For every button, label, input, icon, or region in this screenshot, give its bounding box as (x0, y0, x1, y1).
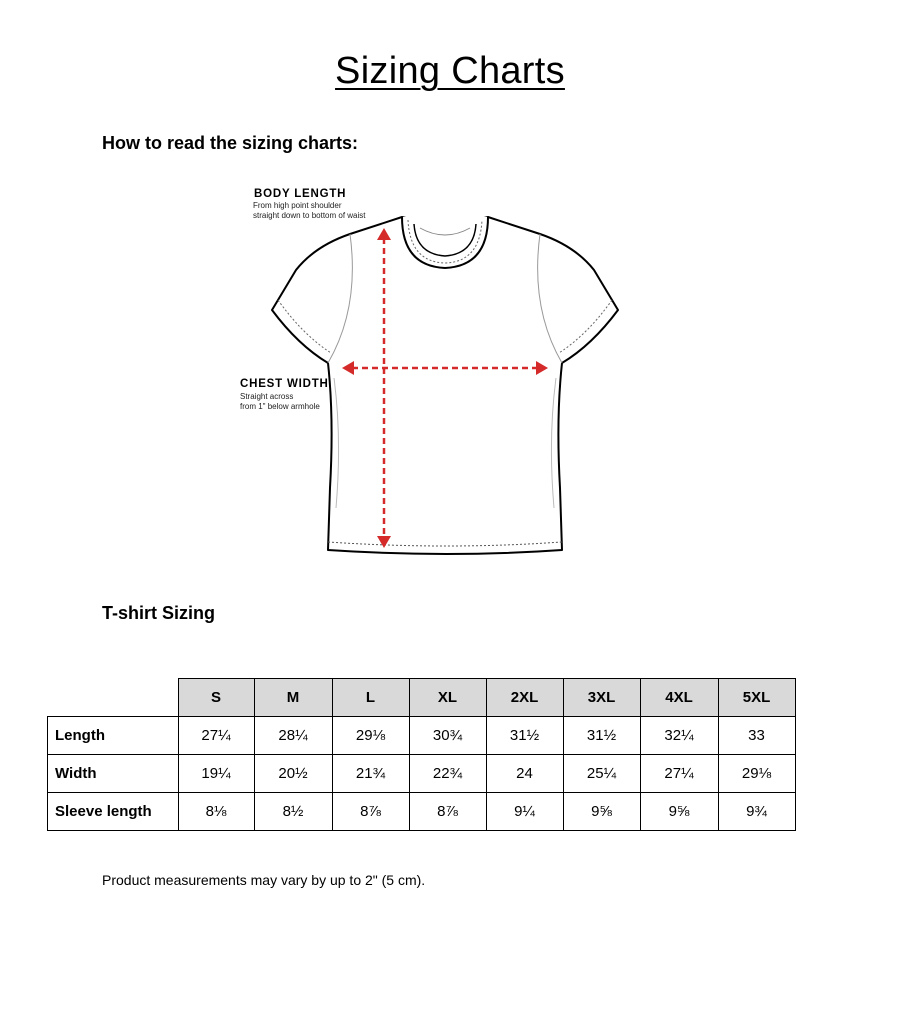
table-cell: 8½ (254, 793, 332, 831)
page-title: Sizing Charts (335, 50, 565, 92)
table-cell: 28¼ (254, 717, 332, 755)
table-cell: 9¼ (486, 793, 563, 831)
table-row (48, 755, 796, 793)
size-header: XL (409, 679, 486, 717)
table-header-row (48, 679, 796, 717)
size-header: L (332, 679, 409, 717)
table-cell: 27¼ (178, 717, 254, 755)
chest-width-label: CHEST WIDTH (240, 378, 329, 390)
size-header: M (254, 679, 332, 717)
body-length-description: From high point shoulder straight down to bottom of waist (253, 201, 366, 220)
table-cell: 9¾ (718, 793, 795, 831)
table-cell: 27¼ (640, 755, 718, 793)
how-to-heading: How to read the sizing charts: (102, 133, 359, 153)
table-cell: 32¼ (640, 717, 718, 755)
table-cell: 9⅝ (640, 793, 718, 831)
measurement-note: Product measurements may vary by up to 2" (5 cm). (102, 872, 426, 888)
table-cell: 8⅞ (332, 793, 409, 831)
table-cell: 25¼ (563, 755, 640, 793)
table-cell: 9⅝ (563, 793, 640, 831)
chest-width-description: Straight across from 1" below armhole (240, 392, 320, 411)
table-cell: 33 (718, 717, 795, 755)
row-label: Length (48, 717, 179, 755)
table-cell: 29⅛ (332, 717, 409, 755)
row-label: Sleeve length (48, 793, 179, 831)
tshirt-diagram (230, 178, 670, 578)
table-cell: 19¼ (178, 755, 254, 793)
size-header: 4XL (640, 679, 718, 717)
table-cell: 8⅞ (409, 793, 486, 831)
table-cell: 30¾ (409, 717, 486, 755)
size-header: 5XL (718, 679, 795, 717)
table-cell: 31½ (563, 717, 640, 755)
size-header: 2XL (486, 679, 563, 717)
size-table (47, 678, 796, 831)
row-label: Width (48, 755, 179, 793)
table-cell: 29⅛ (718, 755, 795, 793)
table-cell: 20½ (254, 755, 332, 793)
table-cell: 21¾ (332, 755, 409, 793)
table-cell: 31½ (486, 717, 563, 755)
table-row (48, 717, 796, 755)
table-row (48, 793, 796, 831)
table-cell: 8⅛ (178, 793, 254, 831)
tshirt-sizing-heading: T-shirt Sizing (102, 603, 216, 623)
table-corner-cell (48, 679, 179, 717)
table-cell: 24 (486, 755, 563, 793)
size-header: 3XL (563, 679, 640, 717)
body-length-label: BODY LENGTH (254, 188, 347, 200)
table-cell: 22¾ (409, 755, 486, 793)
size-header: S (178, 679, 254, 717)
